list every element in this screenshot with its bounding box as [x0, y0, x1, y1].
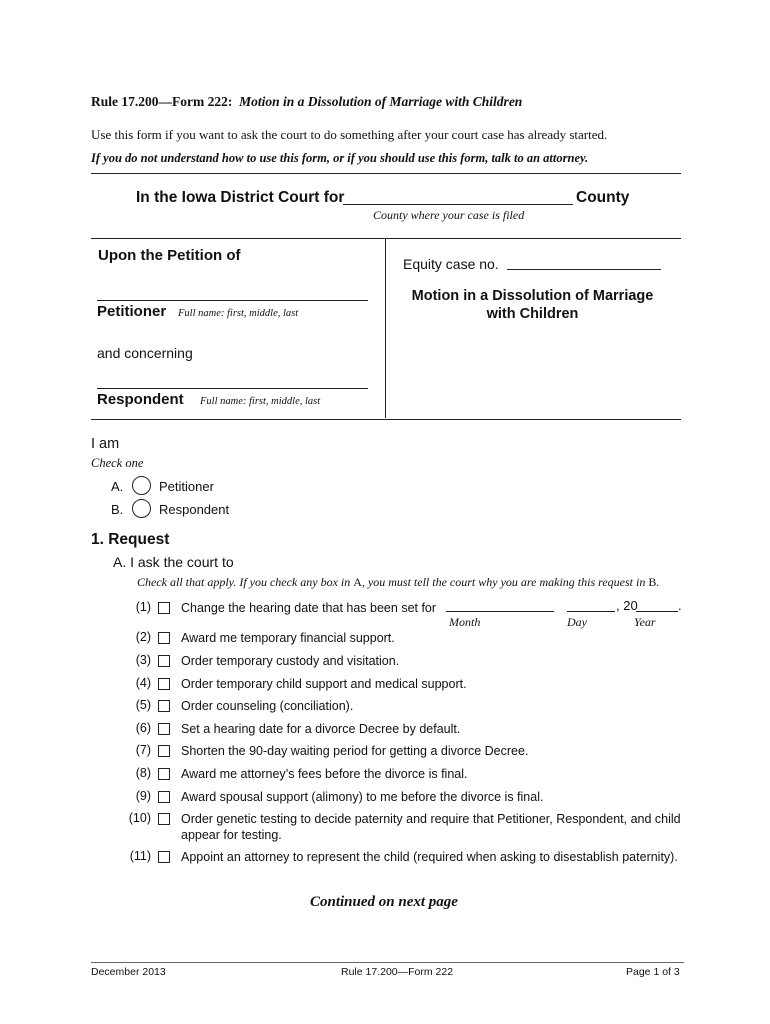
item-number: (6): [135, 721, 151, 735]
item-text: Order temporary child support and medical support.: [181, 677, 467, 691]
year-prefix: , 20: [616, 598, 638, 613]
year-hint: Year: [634, 615, 656, 629]
item-text: Order counseling (conciliation).: [181, 699, 354, 713]
item-number: (9): [135, 789, 151, 803]
footer-divider: [91, 962, 684, 963]
item-number: (4): [135, 676, 151, 690]
item-checkbox[interactable]: [158, 602, 170, 614]
item-checkbox[interactable]: [158, 791, 170, 803]
petitioner-label: Petitioner: [97, 303, 167, 320]
item-text: Shorten the 90-day waiting period for getting a divorce Decree.: [181, 744, 529, 758]
day-hint: Day: [567, 615, 587, 629]
petitioner-name-line[interactable]: [97, 300, 368, 301]
instr-part: Check all that apply. If you check any box in: [137, 575, 354, 589]
footer-form-id: Rule 17.200—Form 222: [341, 966, 454, 978]
instr-ref-a: A: [353, 575, 362, 589]
item-checkbox[interactable]: [158, 813, 170, 825]
equity-case-input-line[interactable]: [507, 269, 661, 270]
item-number: (7): [135, 743, 151, 757]
hearing-day-line[interactable]: [567, 611, 615, 612]
item-checkbox[interactable]: [158, 700, 170, 712]
item-text: Award me attorney’s fees before the divorce is final.: [181, 767, 468, 781]
item-text: Appoint an attorney to represent the child (required when asking to disestablish paternity).: [181, 850, 678, 864]
item-number: (1): [135, 600, 151, 614]
petition-of-label: Upon the Petition of: [98, 247, 241, 264]
equity-case-label: Equity case no.: [403, 256, 499, 272]
instr-part: .: [656, 575, 660, 589]
caption-divider: [385, 238, 386, 418]
header-divider: [91, 173, 681, 174]
item-checkbox[interactable]: [158, 851, 170, 863]
item-number: (5): [135, 698, 151, 712]
footer-date: December 2013: [91, 966, 166, 978]
instr-part: , you must tell the court why you are making this request in: [361, 575, 649, 589]
date-period: .: [678, 598, 682, 613]
i-am-label: I am: [91, 436, 120, 452]
county-input-line[interactable]: [343, 204, 573, 205]
attorney-advice: If you do not understand how to use this form, or if you should use this form, talk to an attorney.: [91, 151, 589, 165]
option-label: Petitioner: [159, 479, 214, 494]
check-one-hint: Check one: [91, 456, 144, 470]
form-subtitle: Motion in a Dissolution of Marriage with Children: [239, 94, 523, 109]
form-title: [91, 94, 522, 110]
instr-ref-b: B: [648, 575, 657, 589]
respondent-hint: Full name: first, middle, last: [200, 396, 321, 407]
item-number: (8): [135, 766, 151, 780]
item-text: Set a hearing date for a divorce Decree by default.: [181, 722, 461, 736]
item-text: Change the hearing date that has been set for: [181, 601, 437, 615]
option-letter: A.: [111, 479, 124, 494]
section-heading: 1. Request: [91, 531, 170, 548]
item-number: (11): [129, 849, 151, 863]
respondent-label: Respondent: [97, 391, 184, 408]
item-checkbox[interactable]: [158, 745, 170, 757]
item-number: (2): [135, 630, 151, 644]
intro-text: Use this form if you want to ask the court to do something after your court case has already started.: [91, 127, 608, 142]
respondent-name-line[interactable]: [97, 388, 368, 389]
subsection-a-label: A. I ask the court to: [113, 554, 234, 570]
rule-number: Rule 17.200—Form 222:: [91, 94, 233, 109]
item-text: Order genetic testing to decide paternity and require that Petitioner, Respondent, and child appear for testing.: [181, 812, 681, 842]
hearing-month-line[interactable]: [446, 611, 554, 612]
petitioner-hint: Full name: first, middle, last: [178, 308, 299, 319]
footer-page-number: Page 1 of 3: [626, 966, 680, 978]
item-checkbox[interactable]: [158, 632, 170, 644]
item-checkbox[interactable]: [158, 678, 170, 690]
item-text: Award spousal support (alimony) to me before the divorce is final.: [181, 790, 544, 804]
item-checkbox[interactable]: [158, 655, 170, 667]
hearing-year-line[interactable]: [636, 611, 678, 612]
item-number: (10): [128, 811, 151, 825]
respondent-radio[interactable]: [132, 499, 151, 518]
item-number: (3): [135, 653, 151, 667]
item-text: Order temporary custody and visitation.: [181, 654, 400, 668]
item-text: Award me temporary financial support.: [181, 631, 395, 645]
petitioner-radio[interactable]: [132, 476, 151, 495]
subsection-a-instructions: [137, 575, 659, 590]
court-label: In the Iowa District Court for: [136, 189, 345, 206]
item-checkbox[interactable]: [158, 723, 170, 735]
month-hint: Month: [449, 615, 481, 629]
option-letter: B.: [111, 502, 124, 517]
county-label: County: [576, 189, 630, 206]
continued-note: Continued on next page: [310, 894, 458, 910]
motion-title: Motion in a Dissolution of Marriage with Children: [411, 288, 654, 322]
item-checkbox[interactable]: [158, 768, 170, 780]
county-hint: County where your case is filed: [373, 208, 525, 222]
concerning-label: and concerning: [97, 345, 193, 361]
option-label: Respondent: [159, 502, 230, 517]
